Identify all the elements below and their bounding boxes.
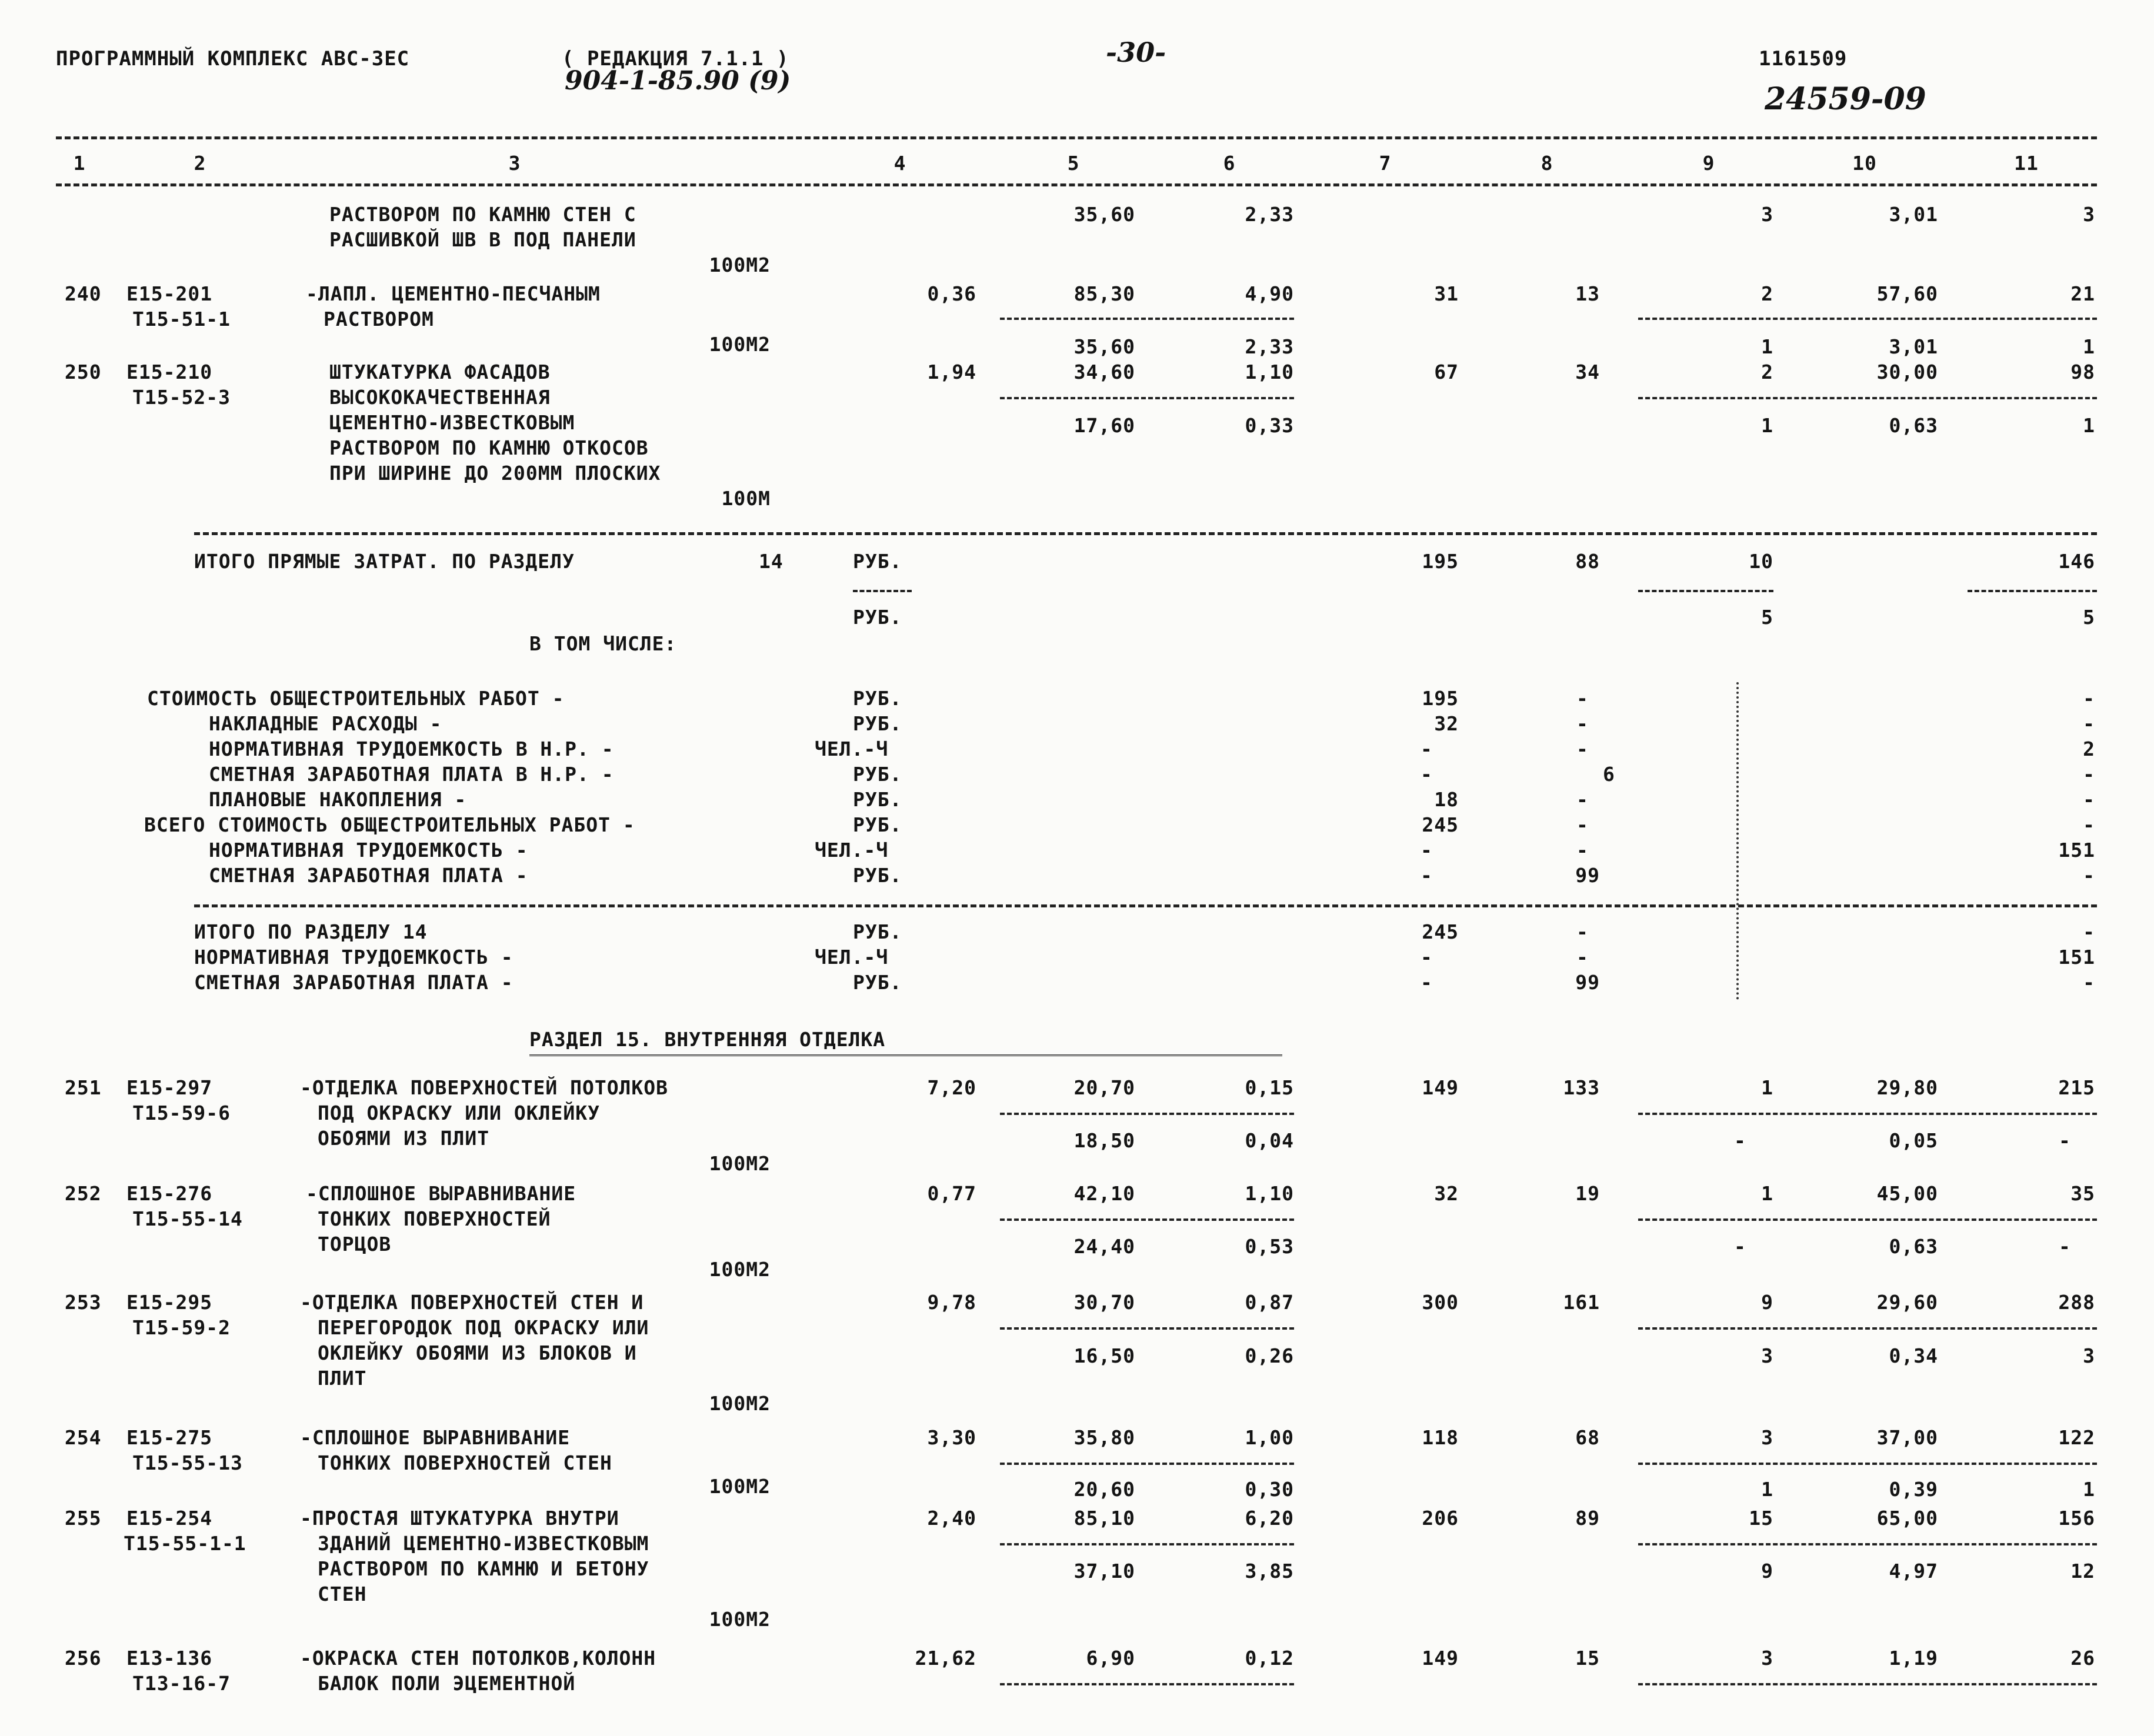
cell-col10: 29,60 <box>1876 1291 1938 1314</box>
cell-col8: - <box>1576 712 1589 735</box>
currency-unit: РУБ. <box>853 971 902 994</box>
column-header: 5 <box>1067 152 1080 175</box>
cell-col10: 0,39 <box>1889 1478 1938 1501</box>
rate-code: Т15-52-3 <box>132 386 231 409</box>
work-description: РАСТВОРОМ <box>324 308 434 330</box>
row-number: 252 <box>65 1182 102 1205</box>
cell-col8: 99 <box>1575 971 1600 994</box>
rate-code: Т15-51-1 <box>132 308 231 330</box>
currency-unit: РУБ. <box>853 712 902 735</box>
cell-col11: 151 <box>2058 946 2095 969</box>
cell-col11: 5 <box>2083 606 2095 629</box>
cell-col9: 1 <box>1761 1478 1773 1501</box>
rate-code: Е15-210 <box>126 360 213 383</box>
cell-col11: 26 <box>2070 1647 2095 1670</box>
cell-col11: - <box>2059 1129 2071 1152</box>
cell-col11: 12 <box>2070 1560 2095 1583</box>
cell-col10: 0,63 <box>1889 1235 1938 1258</box>
cell-col6: 4,90 <box>1245 282 1294 305</box>
cell-col11: - <box>2083 813 2095 836</box>
cell-col9: 3 <box>1761 1426 1773 1449</box>
cell-col10: 3,01 <box>1889 203 1938 226</box>
cell-divider <box>1968 590 2097 592</box>
row-number: 255 <box>65 1507 102 1530</box>
doc-number: 1161509 <box>1759 47 1848 71</box>
column-header: 3 <box>508 152 521 175</box>
cell-col7: - <box>1421 839 1433 862</box>
work-description: ПЕРЕГОРОДОК ПОД ОКРАСКУ ИЛИ <box>318 1316 649 1339</box>
summary-label: СТОИМОСТЬ ОБЩЕСТРОИТЕЛЬНЫХ РАБОТ - <box>147 687 565 710</box>
cell-col9: 3 <box>1761 203 1773 226</box>
cell-divider <box>1000 1543 1294 1545</box>
cell-col10: 45,00 <box>1876 1182 1938 1205</box>
cell-col7: 300 <box>1422 1291 1459 1314</box>
cell-col7: 195 <box>1422 550 1459 573</box>
cell-col7: 32 <box>1434 1182 1459 1205</box>
rate-code: Т15-55-14 <box>132 1207 243 1230</box>
work-description: РАСШИВКОЙ ШВ В ПОД ПАНЕЛИ <box>329 228 636 251</box>
rate-code: Е15-254 <box>126 1507 213 1530</box>
cell-divider <box>1000 318 1294 320</box>
rate-code: Е15-297 <box>126 1076 213 1099</box>
unit-of-measure: 100М2 <box>709 1475 771 1498</box>
column-header: 6 <box>1223 152 1236 175</box>
work-description: ОБОЯМИ ИЗ ПЛИТ <box>318 1127 490 1150</box>
cell-col6: 2,33 <box>1245 203 1294 226</box>
cell-col9: - <box>1734 1129 1746 1152</box>
cell-col7: - <box>1421 737 1433 760</box>
page-number: -30- <box>1106 36 1166 68</box>
cell-col10: 57,60 <box>1876 282 1938 305</box>
cell-col5: 35,60 <box>1073 335 1135 358</box>
cell-col10: 65,00 <box>1876 1507 1938 1530</box>
cell-col5: 30,70 <box>1073 1291 1135 1314</box>
rate-code: Т15-55-1-1 <box>124 1532 246 1555</box>
cell-divider <box>1000 1113 1294 1115</box>
cell-col6: 0,33 <box>1245 414 1294 437</box>
cell-divider <box>1638 1218 2097 1221</box>
cell-col5: 18,50 <box>1073 1129 1135 1152</box>
cell-col11: 98 <box>2070 360 2095 383</box>
rate-code: Е15-295 <box>126 1291 213 1314</box>
work-description: -ПРОСТАЯ ШТУКАТУРКА ВНУТРИ <box>300 1507 619 1530</box>
cell-divider <box>853 590 912 592</box>
total-label: ИТОГО ПО РАЗДЕЛУ 14 <box>194 920 428 943</box>
cell-col7: 245 <box>1422 920 1459 943</box>
cell-col5: 6,90 <box>1086 1647 1135 1670</box>
cell-col5: 35,80 <box>1073 1426 1135 1449</box>
cell-col11: - <box>2083 788 2095 811</box>
work-description: БАЛОК ПОЛИ ЭЦЕМЕНТНОЙ <box>318 1672 576 1695</box>
cell-col11: 1 <box>2083 1478 2095 1501</box>
cell-col4: 0,36 <box>927 282 976 305</box>
cell-col5: 85,10 <box>1073 1507 1135 1530</box>
cell-col6: 0,15 <box>1245 1076 1294 1099</box>
work-description: -ЛАПЛ. ЦЕМЕНТНО-ПЕСЧАНЫМ <box>306 282 601 305</box>
total-label: СМЕТНАЯ ЗАРАБОТНАЯ ПЛАТА - <box>194 971 514 994</box>
row-number: 240 <box>65 282 102 305</box>
cell-col7: - <box>1421 946 1433 969</box>
cell-col11: 2 <box>2083 737 2095 760</box>
cell-col10: 37,00 <box>1876 1426 1938 1449</box>
summary-label: НАКЛАДНЫЕ РАСХОДЫ - <box>209 712 442 735</box>
cell-col11: 156 <box>2058 1507 2095 1530</box>
cell-col8: 19 <box>1575 1182 1600 1205</box>
cell-col8: - <box>1576 687 1589 710</box>
cell-col7: 195 <box>1422 687 1459 710</box>
cell-col8: - <box>1576 737 1589 760</box>
labor-unit: ЧЕЛ.-Ч <box>815 839 889 862</box>
cell-col6: 0,26 <box>1245 1344 1294 1367</box>
project-code: 904-1-85.90 (9) <box>565 66 791 96</box>
cell-col8: 99 <box>1575 864 1600 887</box>
cell-col11: - <box>2083 712 2095 735</box>
work-description: ЦЕМЕНТНО-ИЗВЕСТКОВЫМ <box>329 411 575 434</box>
unit-of-measure: 100М2 <box>709 253 771 276</box>
cell-col4: 21,62 <box>915 1647 976 1670</box>
program-title: ПРОГРАММНЫЙ КОМПЛЕКС АВС-ЗЕС <box>56 47 410 71</box>
rate-code: Т13-16-7 <box>132 1672 231 1695</box>
cell-col11: - <box>2083 864 2095 887</box>
cell-col11: 215 <box>2058 1076 2095 1099</box>
cell-col8: - <box>1576 920 1589 943</box>
rate-code: Т15-55-13 <box>132 1451 243 1474</box>
column-header: 7 <box>1379 152 1392 175</box>
cell-col11: 146 <box>2058 550 2095 573</box>
including-label: В ТОМ ЧИСЛЕ: <box>529 632 677 655</box>
cell-divider <box>1000 1463 1294 1465</box>
rate-code: Т15-59-2 <box>132 1316 231 1339</box>
cell-col6: 0,30 <box>1245 1478 1294 1501</box>
cell-col9: 1 <box>1761 1182 1773 1205</box>
cell-col5: 17,60 <box>1073 414 1135 437</box>
work-description: ОКЛЕЙКУ ОБОЯМИ ИЗ БЛОКОВ И <box>318 1341 637 1364</box>
unit-of-measure: 100М2 <box>709 1152 771 1175</box>
labor-unit: ЧЕЛ.-Ч <box>815 946 889 969</box>
cell-col6: 3,85 <box>1245 1560 1294 1583</box>
work-description: ЗДАНИЙ ЦЕМЕНТНО-ИЗВЕСТКОВЫМ <box>318 1532 649 1555</box>
section-rule <box>194 532 2097 535</box>
cell-col7: 149 <box>1422 1647 1459 1670</box>
work-description: ПОД ОКРАСКУ ИЛИ ОКЛЕЙКУ <box>318 1101 600 1124</box>
work-description: СТЕН <box>318 1583 367 1605</box>
cell-col5: 16,50 <box>1073 1344 1135 1367</box>
rate-code: Е15-201 <box>126 282 213 305</box>
unit-of-measure: 100М2 <box>709 1608 771 1631</box>
cell-col7: 149 <box>1422 1076 1459 1099</box>
cell-col8: - <box>1576 813 1589 836</box>
currency-unit: РУБ. <box>853 864 902 887</box>
cell-col6: 6,20 <box>1245 1507 1294 1530</box>
section-rule <box>194 904 2097 907</box>
currency-unit: РУБ. <box>853 813 902 836</box>
cell-col8: 133 <box>1563 1076 1600 1099</box>
labor-unit: ЧЕЛ.-Ч <box>815 737 889 760</box>
work-description: ПРИ ШИРИНЕ ДО 200ММ ПЛОСКИХ <box>329 462 661 485</box>
cell-col9: 3 <box>1761 1647 1773 1670</box>
cell-col9: 2 <box>1761 282 1773 305</box>
work-description: ПЛИТ <box>318 1367 367 1390</box>
cell-col8: 6 <box>1603 763 1615 786</box>
row-number: 250 <box>65 360 102 383</box>
cell-col9: 3 <box>1761 1344 1773 1367</box>
cell-divider <box>1638 1327 2097 1330</box>
cell-col11: 288 <box>2058 1291 2095 1314</box>
column-header: 2 <box>194 152 206 175</box>
cell-col11: - <box>2083 920 2095 943</box>
rate-code: Т15-59-6 <box>132 1101 231 1124</box>
cell-col9: 15 <box>1749 1507 1773 1530</box>
currency-unit: РУБ. <box>853 550 902 573</box>
table-top-rule <box>56 136 2097 139</box>
cell-col11: 122 <box>2058 1426 2095 1449</box>
cell-col4: 1,94 <box>927 360 976 383</box>
summary-label: ПЛАНОВЫЕ НАКОПЛЕНИЯ - <box>209 788 467 811</box>
cell-col10: 0,34 <box>1889 1344 1938 1367</box>
currency-unit: РУБ. <box>853 606 902 629</box>
cell-col8: - <box>1576 839 1589 862</box>
cell-col9: - <box>1734 1235 1746 1258</box>
cell-col11: - <box>2083 763 2095 786</box>
section-title: РАЗДЕЛ 15. ВНУТРЕННЯЯ ОТДЕЛКА <box>529 1028 886 1051</box>
work-description: РАСТВОРОМ ПО КАМНЮ СТЕН С <box>329 203 636 226</box>
cell-divider <box>1000 397 1294 399</box>
cell-col4: 3,30 <box>927 1426 976 1449</box>
column-header: 4 <box>893 152 906 175</box>
summary-label: ВСЕГО СТОИМОСТЬ ОБЩЕСТРОИТЕЛЬНЫХ РАБОТ - <box>144 813 635 836</box>
cell-col7: 245 <box>1422 813 1459 836</box>
cell-col6: 0,87 <box>1245 1291 1294 1314</box>
cell-col4: 9,78 <box>927 1291 976 1314</box>
unit-of-measure: 100М2 <box>709 1392 771 1415</box>
work-description: -ОТДЕЛКА ПОВЕРХНОСТЕЙ СТЕН И <box>300 1291 644 1314</box>
cell-col9: 1 <box>1761 1076 1773 1099</box>
cell-col11: 1 <box>2083 414 2095 437</box>
cell-col7: - <box>1421 763 1433 786</box>
work-description: ТОРЦОВ <box>318 1233 392 1256</box>
cell-col11: 151 <box>2058 839 2095 862</box>
cell-col9: 10 <box>1749 550 1773 573</box>
table-header-rule <box>56 183 2097 186</box>
cell-col11: 21 <box>2070 282 2095 305</box>
cell-col8: - <box>1576 788 1589 811</box>
row-number: 256 <box>65 1647 102 1670</box>
cell-divider <box>1638 590 1773 592</box>
cell-col6: 1,10 <box>1245 360 1294 383</box>
cell-col10: 29,80 <box>1876 1076 1938 1099</box>
cell-divider <box>1638 1543 2097 1545</box>
cell-col10: 1,19 <box>1889 1647 1938 1670</box>
cell-col5: 42,10 <box>1073 1182 1135 1205</box>
work-description: РАСТВОРОМ ПО КАМНЮ ОТКОСОВ <box>329 436 649 459</box>
currency-unit: РУБ. <box>853 687 902 710</box>
column-header: 8 <box>1541 152 1553 175</box>
cell-col10: 4,97 <box>1889 1560 1938 1583</box>
cell-col7: 18 <box>1434 788 1459 811</box>
cell-col6: 0,04 <box>1245 1129 1294 1152</box>
cell-col6: 1,00 <box>1245 1426 1294 1449</box>
column-separator <box>1736 682 1739 1000</box>
column-header: 1 <box>73 152 86 175</box>
cell-divider <box>1000 1218 1294 1221</box>
archive-number: 24559-09 <box>1765 81 1926 117</box>
section-title-underline <box>529 1054 1282 1056</box>
cell-col8: 89 <box>1575 1507 1600 1530</box>
cell-col8: - <box>1576 946 1589 969</box>
cell-col11: - <box>2083 971 2095 994</box>
cell-col8: 68 <box>1575 1426 1600 1449</box>
currency-unit: РУБ. <box>853 920 902 943</box>
cell-col5: 37,10 <box>1073 1560 1135 1583</box>
work-description: ТОНКИХ ПОВЕРХНОСТЕЙ <box>318 1207 551 1230</box>
direct-costs-label: ИТОГО ПРЯМЫЕ ЗАТРАТ. ПО РАЗДЕЛУ <box>194 550 575 573</box>
rate-code: Е13-136 <box>126 1647 213 1670</box>
cell-divider <box>1638 1463 2097 1465</box>
cell-col11: 35 <box>2070 1182 2095 1205</box>
cell-col11: 3 <box>2083 1344 2095 1367</box>
work-description: -ОКРАСКА СТЕН ПОТОЛКОВ,КОЛОНН <box>300 1647 656 1670</box>
cell-col7: 67 <box>1434 360 1459 383</box>
cell-col8: 13 <box>1575 282 1600 305</box>
cell-divider <box>1638 397 2097 399</box>
cell-col5: 20,60 <box>1073 1478 1135 1501</box>
cell-col11: 1 <box>2083 335 2095 358</box>
cell-col4: 2,40 <box>927 1507 976 1530</box>
work-description: РАСТВОРОМ ПО КАМНЮ И БЕТОНУ <box>318 1557 649 1580</box>
cell-col6: 1,10 <box>1245 1182 1294 1205</box>
work-description: -СПЛОШНОЕ ВЫРАВНИВАНИЕ <box>300 1426 571 1449</box>
work-description: ШТУКАТУРКА ФАСАДОВ <box>329 360 551 383</box>
cell-col11: - <box>2083 687 2095 710</box>
cell-col4: 7,20 <box>927 1076 976 1099</box>
cell-col9: 9 <box>1761 1291 1773 1314</box>
cell-col8: 161 <box>1563 1291 1600 1314</box>
summary-label: СМЕТНАЯ ЗАРАБОТНАЯ ПЛАТА В Н.Р. - <box>209 763 614 786</box>
cell-col6: 0,53 <box>1245 1235 1294 1258</box>
unit-of-measure: 100М2 <box>709 1258 771 1281</box>
cell-divider <box>1000 1327 1294 1330</box>
cell-col9: 2 <box>1761 360 1773 383</box>
cell-col11: 3 <box>2083 203 2095 226</box>
unit-of-measure: 100М <box>721 487 771 510</box>
cell-col7: 31 <box>1434 282 1459 305</box>
work-description: ВЫСОКОКАЧЕСТВЕННАЯ <box>329 386 551 409</box>
cell-col10: 0,05 <box>1889 1129 1938 1152</box>
cell-col7: - <box>1421 971 1433 994</box>
cell-col11: - <box>2059 1235 2071 1258</box>
cell-col10: 3,01 <box>1889 335 1938 358</box>
total-label: НОРМАТИВНАЯ ТРУДОЕМКОСТЬ - <box>194 946 514 969</box>
row-number: 254 <box>65 1426 102 1449</box>
cell-col8: 88 <box>1575 550 1600 573</box>
cell-col9: 1 <box>1761 414 1773 437</box>
rate-code: Е15-275 <box>126 1426 213 1449</box>
cell-col10: 0,63 <box>1889 414 1938 437</box>
cell-col9: 1 <box>1761 335 1773 358</box>
cell-col10: 30,00 <box>1876 360 1938 383</box>
cell-divider <box>1638 1113 2097 1115</box>
cell-col9: 5 <box>1761 606 1773 629</box>
work-description: ТОНКИХ ПОВЕРХНОСТЕЙ СТЕН <box>318 1451 612 1474</box>
work-description: -ОТДЕЛКА ПОВЕРХНОСТЕЙ ПОТОЛКОВ <box>300 1076 669 1099</box>
column-header: 9 <box>1702 152 1715 175</box>
rate-code: Е15-276 <box>126 1182 213 1205</box>
cell-divider <box>1000 1683 1294 1685</box>
currency-unit: РУБ. <box>853 763 902 786</box>
cell-col6: 2,33 <box>1245 335 1294 358</box>
cell-col8: 15 <box>1575 1647 1600 1670</box>
cell-col9: 9 <box>1761 1560 1773 1583</box>
cell-col7: - <box>1421 864 1433 887</box>
row-number: 251 <box>65 1076 102 1099</box>
cell-col8: 34 <box>1575 360 1600 383</box>
cell-col5: 34,60 <box>1073 360 1135 383</box>
cell-col6: 0,12 <box>1245 1647 1294 1670</box>
cell-col7: 118 <box>1422 1426 1459 1449</box>
column-header: 10 <box>1852 152 1877 175</box>
cell-col7: 206 <box>1422 1507 1459 1530</box>
work-description: -СПЛОШНОЕ ВЫРАВНИВАНИЕ <box>306 1182 576 1205</box>
unit-of-measure: 100М2 <box>709 333 771 356</box>
currency-unit: РУБ. <box>853 788 902 811</box>
cell-col4: 0,77 <box>927 1182 976 1205</box>
cell-col7: 32 <box>1434 712 1459 735</box>
cell-col5: 20,70 <box>1073 1076 1135 1099</box>
summary-label: НОРМАТИВНАЯ ТРУДОЕМКОСТЬ - <box>209 839 528 862</box>
cell-col5: 35,60 <box>1073 203 1135 226</box>
edition-label: ( РЕДАКЦИЯ 7.1.1 ) <box>562 47 789 71</box>
cell-divider <box>1638 1683 2097 1685</box>
cell-col5: 85,30 <box>1073 282 1135 305</box>
row-number: 253 <box>65 1291 102 1314</box>
summary-label: НОРМАТИВНАЯ ТРУДОЕМКОСТЬ В Н.Р. - <box>209 737 614 760</box>
cell-divider <box>1638 318 2097 320</box>
column-header: 11 <box>2014 152 2039 175</box>
summary-label: СМЕТНАЯ ЗАРАБОТНАЯ ПЛАТА - <box>209 864 528 887</box>
cell-col5: 24,40 <box>1073 1235 1135 1258</box>
section-number: 14 <box>759 550 783 573</box>
